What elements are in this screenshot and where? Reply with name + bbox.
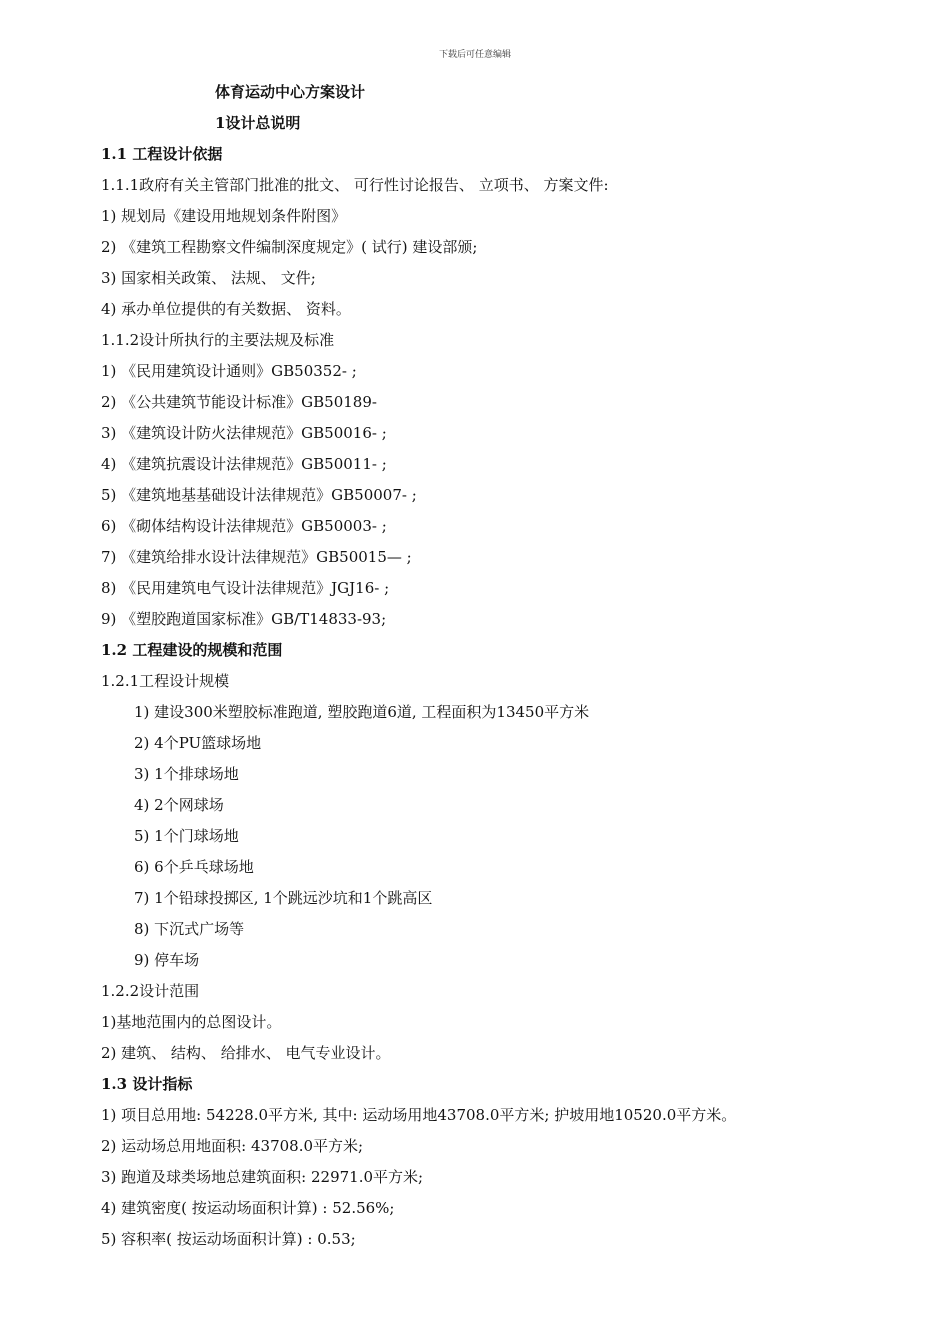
list-item: 1) 规划局《建设用地规划条件附图》 xyxy=(101,207,347,225)
list-item: 6) 《砌体结构设计法律规范》GB50003- ; xyxy=(101,517,387,535)
list-item: 8) 《民用建筑电气设计法律规范》JGJ16- ; xyxy=(101,579,390,597)
list-item: 2) 运动场总用地面积: 43708.0平方米; xyxy=(101,1137,364,1155)
list-item: 1) 建设300米塑胶标准跑道, 塑胶跑道6道, 工程面积为13450平方米 xyxy=(134,703,590,721)
document-title: 体育运动中心方案设计 xyxy=(215,83,366,101)
subsection-1-1-2: 1.1.2设计所执行的主要法规及标准 xyxy=(101,331,335,349)
list-item: 2) 《公共建筑节能设计标准》GB50189- xyxy=(101,393,377,411)
list-item: 3) 跑道及球类场地总建筑面积: 22971.0平方米; xyxy=(101,1168,424,1186)
subsection-1-2-2: 1.2.2设计范围 xyxy=(101,982,200,1000)
list-item: 3) 国家相关政策、 法规、 文件; xyxy=(101,269,316,287)
list-item: 8) 下沉式广场等 xyxy=(134,920,245,938)
list-item: 6) 6个乒乓球场地 xyxy=(134,858,254,876)
list-item: 5) 容积率( 按运动场面积计算) : 0.53; xyxy=(101,1230,356,1248)
list-item: 5) 《建筑地基基础设计法律规范》GB50007- ; xyxy=(101,486,417,504)
subsection-1-2-1: 1.2.1工程设计规模 xyxy=(101,672,230,690)
list-item: 2) 《建筑工程勘察文件编制深度规定》( 试行) 建设部颁; xyxy=(101,238,478,256)
section-heading-1-3: 1.3 设计指标 xyxy=(101,1075,193,1093)
list-item: 4) 2个网球场 xyxy=(134,796,224,814)
subsection-1-1-1: 1.1.1政府有关主管部门批准的批文、 可行性讨论报告、 立项书、 方案文件: xyxy=(101,176,609,194)
list-item: 9) 停车场 xyxy=(134,951,200,969)
section-heading-1-1: 1.1 工程设计依据 xyxy=(101,145,223,163)
list-item: 4) 建筑密度( 按运动场面积计算) : 52.56%; xyxy=(101,1199,395,1217)
section-heading-1-2: 1.2 工程建设的规模和范围 xyxy=(101,641,283,659)
list-item: 9) 《塑胶跑道国家标准》GB/T14833-93; xyxy=(101,610,387,628)
list-item: 3) 1个排球场地 xyxy=(134,765,239,783)
list-item: 2) 4个PU篮球场地 xyxy=(134,734,262,752)
list-item: 4) 承办单位提供的有关数据、 资料。 xyxy=(101,300,351,318)
list-item: 1)基地范围内的总图设计。 xyxy=(101,1013,282,1031)
list-item: 4) 《建筑抗震设计法律规范》GB50011- ; xyxy=(101,455,387,473)
list-item: 5) 1个门球场地 xyxy=(134,827,239,845)
list-item: 7) 《建筑给排水设计法律规范》GB50015— ; xyxy=(101,548,412,566)
list-item: 1) 《民用建筑设计通则》GB50352- ; xyxy=(101,362,357,380)
list-item: 2) 建筑、 结构、 给排水、 电气专业设计。 xyxy=(101,1044,391,1062)
list-item: 1) 项目总用地: 54228.0平方米, 其中: 运动场用地43708.0平方米; 护坡用地10520.0平方米。 xyxy=(101,1106,737,1124)
list-item: 7) 1个铅球投掷区, 1个跳远沙坑和1个跳高区 xyxy=(134,889,433,907)
list-item: 3) 《建筑设计防火法律规范》GB50016- ; xyxy=(101,424,387,442)
header-note: 下载后可任意编辑 xyxy=(438,50,511,60)
chapter-title: 1设计总说明 xyxy=(215,114,301,132)
